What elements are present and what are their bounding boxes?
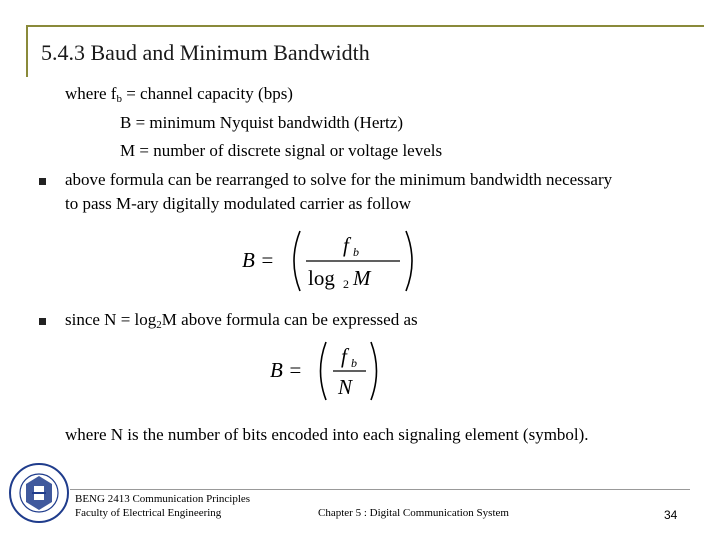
eq1-left-paren <box>294 231 300 291</box>
footer-chapter: Chapter 5 : Digital Communication System <box>318 507 509 519</box>
page-number: 34 <box>664 508 678 522</box>
university-seal-icon <box>8 462 70 524</box>
eq1-numerator: f <box>343 233 349 257</box>
footer-faculty: Faculty of Electrical Engineering <box>75 507 222 519</box>
eq2-den-var: N <box>338 375 353 399</box>
eq2-numerator-sub: b <box>351 356 357 370</box>
closing-text: where N is the number of bits encoded into each signaling element (symbol). <box>65 425 589 444</box>
bullet-marker <box>39 178 46 185</box>
footer-rule <box>70 489 690 490</box>
bullet2-text: since $N = \log_2M$ above formula can be expressed as <box>65 310 418 331</box>
equation-bandwidth-n <box>268 338 388 404</box>
eq1-lhs: B = <box>242 248 275 272</box>
definition-b: B = minimum Nyquist bandwidth (Hertz) <box>120 113 403 132</box>
eq1-den-var: M <box>353 266 371 290</box>
bullet-marker <box>39 318 46 325</box>
eq2-right-paren <box>371 342 377 400</box>
definition-fb: where $f_b$ = channel capacity (bps) <box>65 84 293 105</box>
eq2-lhs: B = <box>270 358 303 382</box>
eq1-den-sub: 2 <box>343 277 349 291</box>
eq1-numerator-sub: b <box>353 245 359 259</box>
eq2-left-paren <box>321 342 327 400</box>
definition-m: M = number of discrete signal or voltage levels <box>120 141 443 160</box>
bullet1-line2: to pass M-ary digitally modulated carrier as follow <box>65 194 412 213</box>
slide-title: 5.4.3 Baud and Minimum Bandwidth <box>41 40 370 65</box>
footer-course: BENG 2413 Communication Principles <box>75 493 251 505</box>
eq1-den-log: log <box>308 266 335 290</box>
equation-bandwidth-log <box>240 225 420 297</box>
eq2-numerator: f <box>341 344 347 368</box>
bullet1-line1: above formula can be rearranged to solve for the minimum bandwidth necessary <box>65 170 613 189</box>
eq1-right-paren <box>406 231 412 291</box>
